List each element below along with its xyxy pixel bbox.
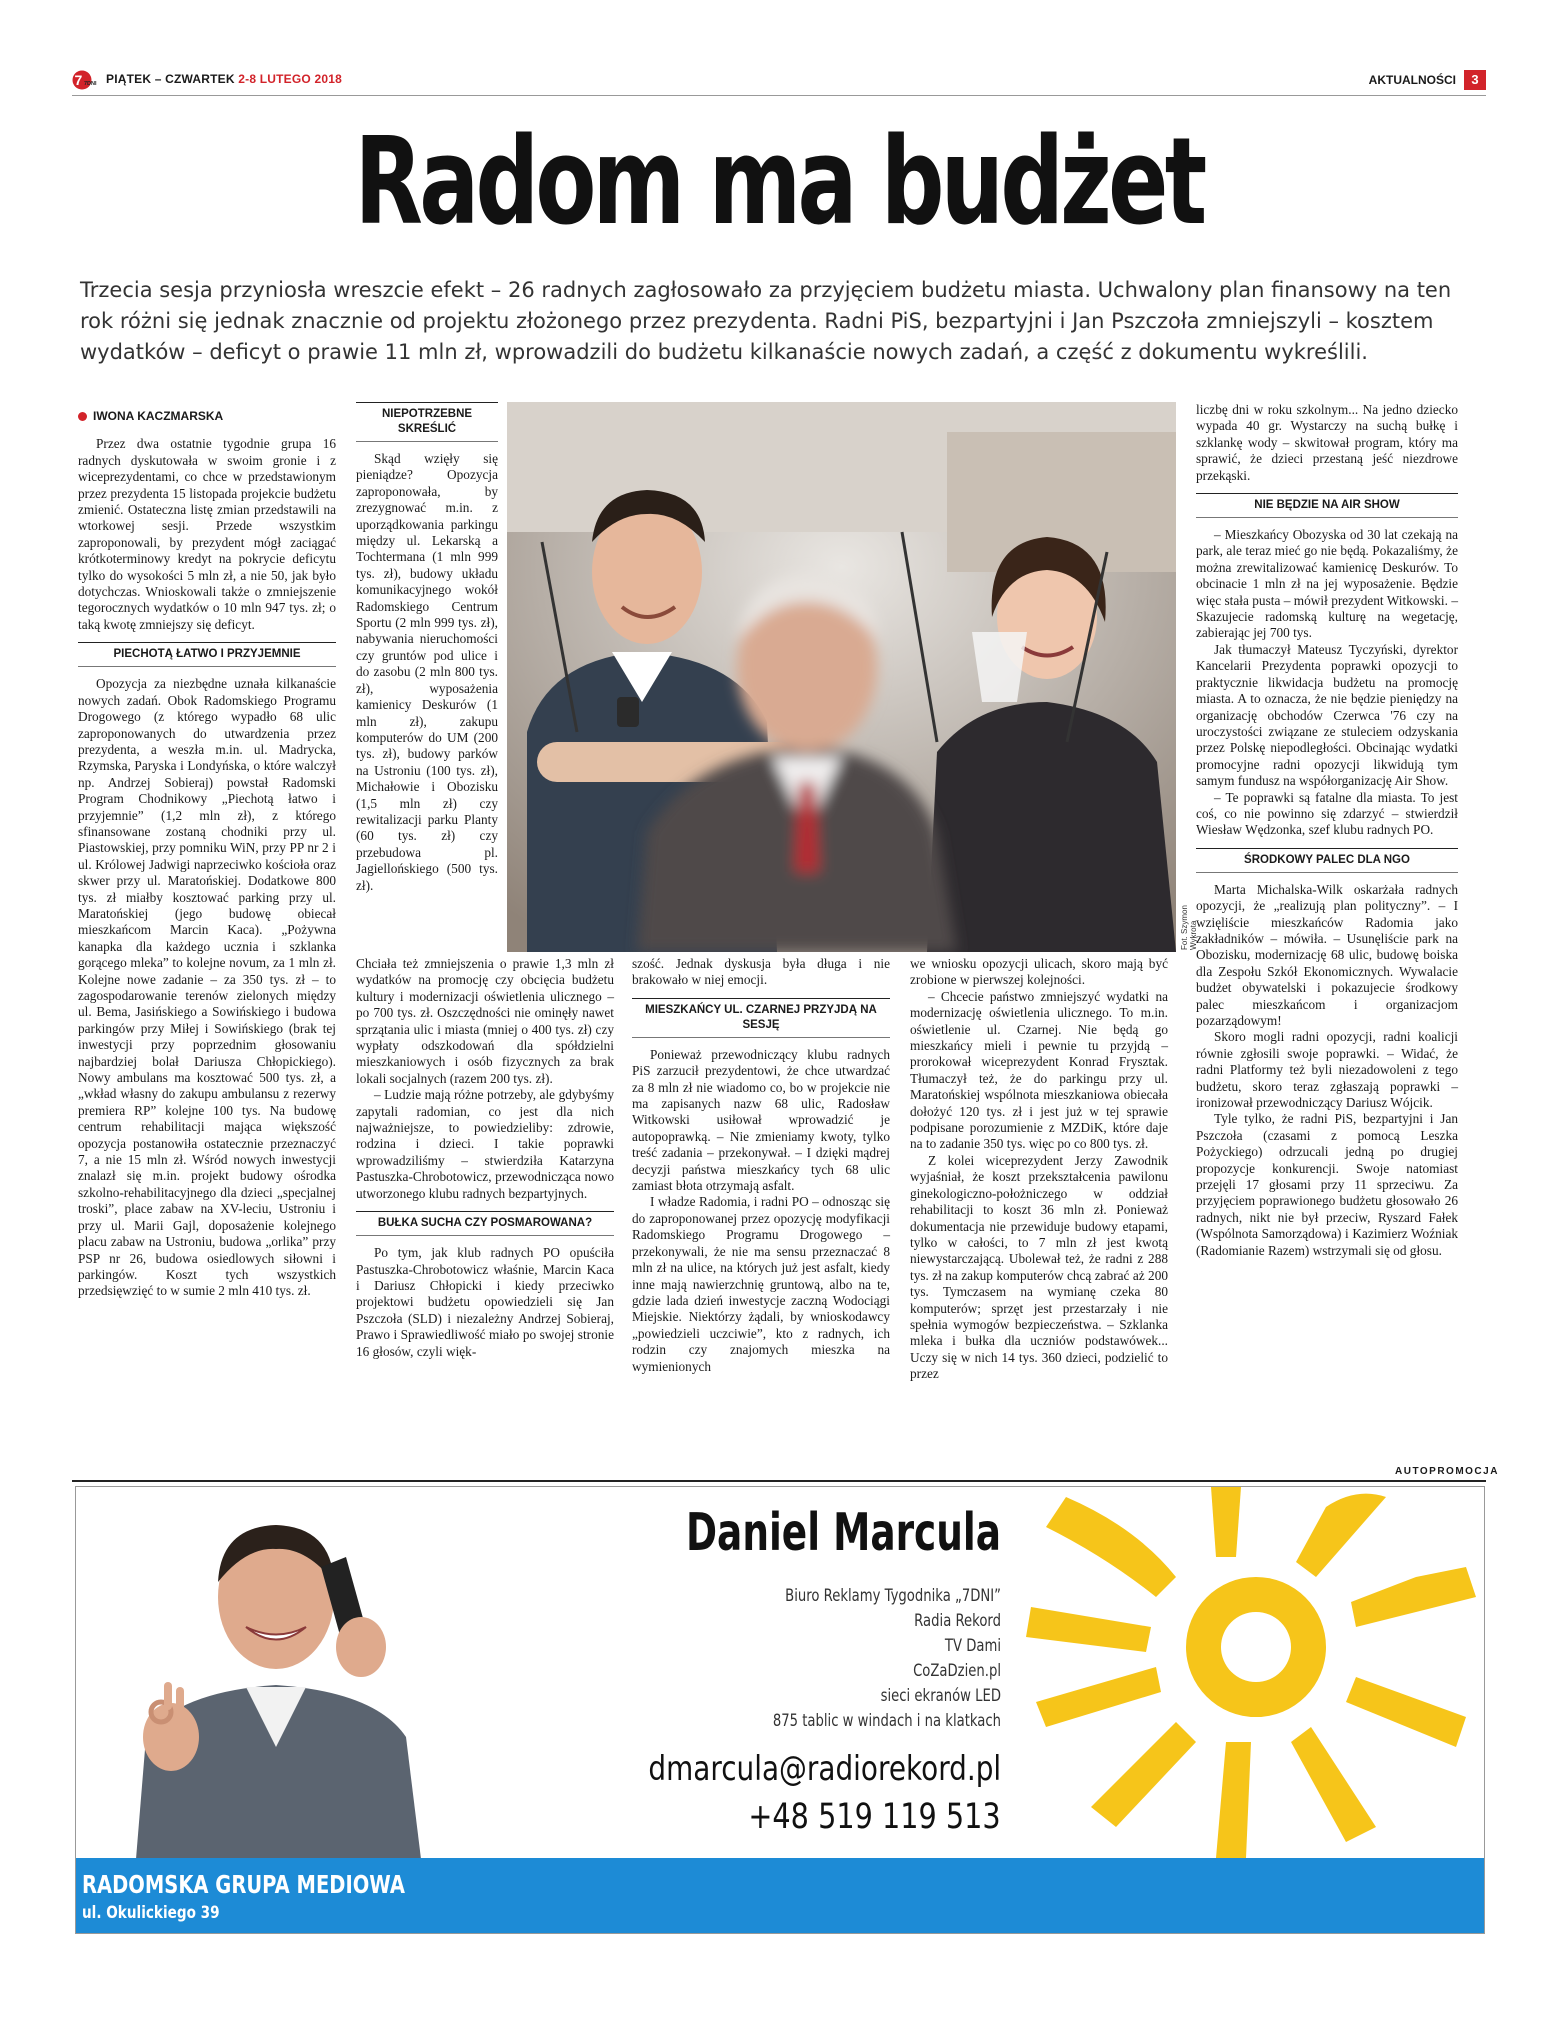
author-byline [78, 408, 336, 424]
subheading: ŚRODKOWY PALEC DLA NGO [1196, 848, 1458, 873]
ad-footer-bar [76, 1858, 1484, 1933]
paragraph: Chciała też zmniejszenia o prawie 1,3 mln zł wydatków na promocję czy obcięcia budżetu kultury i modernizacji oświetlenia ulicznego – po 700 tys. zł. Oszczędności nie ominęły nawet sprzątania ulic i miasta (mniej o 400 tys. zł) czy wypłaty odszkodowań dla spółdzielni mieszkaniowych i osób fizycznych za brak lokali socjalnych (razem 200 tys. zł). [356, 956, 614, 1086]
paragraph: liczbę dni w roku szkolnym... Na jedno dziecko wypada 40 gr. Wystarczy na suchą bułkę i szklankę wody – skwitował program, który ma sprawić, że dzieci przestaną jeść niezdrowe przekąski. [1196, 402, 1458, 483]
subheading: PIECHOTĄ ŁATWO I PRZYJEMNIE [78, 642, 336, 667]
paragraph: Skoro mogli radni opozycji, radni koalicji równie zgłosili swoje poprawki. – Widać, że radni Platformy też byli niezadowoleni z tego budżetu, skoro teraz zgłaszają poprawki – ironizował przewodniczący Dariusz Wójcik. [1196, 1029, 1458, 1111]
paragraph: szość. Jednak dyskusja była długa i nie brakowało w niej emocji. [632, 956, 890, 988]
issue-days: PIĄTEK – CZWARTEK [106, 72, 239, 86]
paragraph: – Ludzie mają różne potrzeby, ale gdybyśmy zapytali radomian, co jest dla nich najważniejsze, to powiedzieliby: zdrowie, rodzina i dzieci. I takie poprawki wprowadziliśmy – stwierdziła Katarzyna Pastuszka-Chrobotowicz, przewodnicząca nowo utworzonego klubu radnych bezpartyjnych. [356, 1087, 614, 1201]
ad-line: Radia Rekord [914, 1611, 1001, 1630]
subheading: MIESZKAŃCY UL. CZARNEJ PRZYJDĄ NA SESJĘ [632, 998, 890, 1038]
subheading: NIEPOTRZEBNE SKREŚLIĆ [356, 402, 498, 442]
bullet-icon [78, 412, 87, 421]
ad-company-name: RADOMSKA GRUPA MEDIOWA [82, 1870, 406, 1899]
subheading: NIE BĘDZIE NA AIR SHOW [1196, 493, 1458, 518]
author-name: IWONA KACZMARSKA [93, 409, 224, 423]
section-name: AKTUALNOŚCI [1368, 73, 1456, 87]
article-lead: Trzecia sesja przyniosła wreszcie efekt – 26 radnych zagłosowało za przyjęciem budżetu miasta. Uchwalony plan finansowy na ten rok różni się jednak znacznie od projektu złożonego przez prezydenta. Radni PiS, bezpartyjni i Jan Pszczoła zmniejszyli – kosztem wydatków – deficyt o prawie 11 mln zł, wprowadzili do budżetu kilkanaście nowych zadań, a część z dokumentu wykreślili. [80, 278, 1452, 364]
council-session-photo-icon [507, 402, 1176, 952]
paragraph: – Te poprawki są fatalne dla miasta. To jest coś, co nie powinno się zdarzyć – stwierdził Wiesław Wędzonka, szef klubu radnych PO. [1196, 789, 1458, 838]
advertisement [75, 1486, 1485, 1934]
column-2-top [356, 402, 498, 894]
header-rule [72, 95, 1486, 96]
page-number: 3 [1464, 70, 1486, 90]
paragraph: Tyle tylko, że radni PiS, bezpartyjni i Jan Pszczoła (czasami z pomocą Leszka Pożyckiego) odrzucali jedną po drugiej propozycje konkurencji. Swoje natomiast przejęli 17 głosami przy 11 sprzeciwu. Za przyjęciem poprawionego budżetu głosowało 26 radnych, nikt nie był przeciw, Ryszard Fałek (Wspólnota Samorządowa) i Kazimierz Woźniak (Radomianie Razem) wstrzymali się od głosu. [1196, 1111, 1458, 1258]
ad-phone[interactable] [456, 1797, 1001, 1837]
paragraph: Z kolei wiceprezydent Jerzy Zawodnik wyjaśniał, że koszt przekształcenia pawilonu ginekologiczno-położniczego w oddział rehabilitacji to koszt 36 mln zł. Ponieważ dokumentacja nie przewiduje budowy etapami, tylko w całości, to 7 mln zł jest kwotą niewystarczającą. Ubolewał też, że radni z 288 tys. zł na zakup komputerów chcą zabrać aż 200 tys. Tymczasem na wymianę czeka 80 komputerów; sprzęt jest przestarzały i nie spełnia wymogów bezpieczeństwa. – Szklanka mleka i bułka dla uczniów podstawówek... Uczy się w nich 14 tys. 360 dzieci, podzielić to przez [910, 1152, 1168, 1382]
ad-line: Biuro Reklamy Tygodnika „7DNI” [785, 1586, 1001, 1605]
paragraph: Marta Michalska-Wilk oskarżała radnych opozycji, że „realizują plan polityczny”. – I wzięliście mieszkańców Radomia jako zakładników – mówiła. – Usunęliście park na Obozisku, modernizację 68 ulic, budowę boiska dla Zespołu Szkół Ekonomicznych. Wywalacie budżet obywatelski i pokazujecie środkowy palec mieszkańcom i organizacjom pozarządowym! [1196, 881, 1458, 1028]
svg-text:7DNI: 7DNI [84, 81, 97, 87]
ad-line: TV Dami [944, 1636, 1001, 1655]
svg-text:7: 7 [74, 72, 83, 88]
ad-phone-text[interactable]: +48 519 119 513 [748, 1797, 1001, 1837]
autopromo-label: AUTOPROMOCJA [1395, 1466, 1499, 1477]
column-3 [632, 956, 890, 1375]
paragraph: we wniosku opozycji ulicach, skoro mają być zrobione w pierwszej kolejności. [910, 956, 1168, 988]
article-photo [507, 402, 1176, 952]
ad-rule [72, 1480, 1486, 1482]
ad-services [576, 1583, 1001, 1733]
paragraph: Po tym, jak klub radnych PO opuściła Pastuszka-Chrobotowicz właśnie, Marcin Kaca i Dariusz Chłopicki i kiedy przeciwko projektowi budżetu opowiedzieli się Jan Pszczoła (SLD) i niezależny Andrzej Sobieraj, Prawo i Sprawiedliwość miało po swojej stronie 16 głosów, czyli więk- [356, 1245, 614, 1359]
article-headline: Radom ma budżet [354, 113, 1204, 252]
column-4 [910, 956, 1168, 1383]
photo-credit: Fot. Szymon Wykrota [1180, 905, 1198, 950]
ad-line: 875 tablic w windach i na klatkach [772, 1711, 1001, 1730]
subheading: BUŁKA SUCHA CZY POSMAROWANA? [356, 1211, 614, 1236]
column-2-bottom [356, 956, 614, 1360]
column-1 [78, 408, 336, 1300]
paragraph: I władze Radomia, i radni PO – odnosząc się do zaproponowanej przez opozycję modyfikacji Radomskiego Programu Drogowego – przekonywali, że nie ma sensu przeznaczać 8 mln zł na ulice, na których już jest asfalt, kiedy inne mają nawierzchnię gruntową, albo na te, gdzie lada dzień inwestycje zaczną Wodociągi Miejskie. Niektórzy żądali, by wnioskodawcy „powiedzieli uczciwie”, kto z radnych, ich rodzin czy znajomych mieszka na wymienionych [632, 1194, 890, 1374]
paragraph: Ponieważ przewodniczący klubu radnych PiS zarzucił prezydentowi, że chce utwardzać za 8 mln zł nie wiadomo co, bo w projekcie nie ma zapisanych nazw 68 ulic, Radosław Witkowski usiłował wprowadzić je autopoprawką. – Nie zmieniamy kwoty, tylko treść zadania – przekonywał. – I dzięki mądrej decyzji państwa mieszkańcy tych 68 ulic zamiast błota otrzymają asfalt. [632, 1046, 890, 1194]
paragraph: – Chcecie państwo zmniejszyć wydatki na modernizację oświetlenia ulicznego. To m.in. oświetlenie ul. Czarnej. Nie będą go mieszkańcy mieli i pewnie tu przyjdą – prorokował wiceprezydent Konrad Frysztak. Tłumaczył też, że do parkingu przy ul. Maratońskiej wspólnota mieszkaniowa obiecała dołożyć 120 tys. zł i jest już w tej sprawie podpisane porozumienie z MZDiK, które daje na to zadanie 350 tys. więc po co 800 tys. zł. [910, 988, 1168, 1152]
ad-address: ul. Okulickiego 39 [82, 1903, 220, 1923]
issue-date [106, 72, 342, 86]
ad-person-name: Daniel Marcula [685, 1503, 1001, 1563]
column-5 [1196, 402, 1458, 1259]
page-header [72, 70, 1486, 92]
paragraph: Jak tłumaczył Mateusz Tyczyński, dyrektor Kancelarii Prezydenta poprawki opozycji to praktycznie likwidacja budżetu na promocję miasta. A to oznacza, że nie będzie pieniędzy na organizację obchodów Czerwca '76 czy na uroczystości związane ze stuleciem odzyskania przez Polskę niepodległości. Obcinając wydatki promocyjne radni opozycji likwidują tym samym fundusz na współorganizację Air Show. [1196, 641, 1458, 789]
paragraph: Przez dwa ostatnie tygodnie grupa 16 radnych dyskutowała w swoim gronie i z wiceprezydentami, co chce w przedstawionym przez prezydenta 15 listopada projekcie budżetu zmienić. Ostateczna listę zmian przedstawili na wtorkowej sesji. Przede wszystkim zaproponowali, by prezydent mógł zaciągać krótkoterminowy kredyt na pokrycie deficytu tylko do wysokości 5 mln zł, a nie 50, jak było dotychczas. Wnioskowali także o zmniejszenie tegorocznych wydatków o 10 mln 947 tys. zł; o taką kwotę zmniejszy się deficyt. [78, 436, 336, 632]
sun-logo-icon [1026, 1487, 1484, 1858]
paragraph: Skąd wzięły się pieniądze? Opozycja zaproponowała, by zrezygnować m.in. z uporządkowania parkingu między ul. Lekarską a Tochtermana (1 mln 999 tys. zł), budowy układu komunikacyjnego wokół Radomskiego Centrum Sportu (2 mln 999 tys. zł), nabywania nieruchomości czy gruntów pod ulice i do zasobu (2 mln 800 tys. zł), wyposażenia kamienicy Deskurów (1 mln zł), zakupu komputerów do UM (200 tys. zł), budowy parków na Ustroniu (100 tys. zł), Michałowie i Obozisku (1,5 mln zł) czy rewitalizacji parku Planty (60 tys. zł) czy przebudowa pl. Jagiellońskiego (500 tys. zł). [356, 451, 498, 893]
ad-email[interactable] [456, 1749, 1001, 1789]
paragraph: – Mieszkańcy Obozyska od 30 lat czekają na park, ale teraz mieć go nie będą. Pokazaliśmy, że można zrewitalizować kamienicę Deskurów. To obcinacie 1 mln zł na jej wyposażenie. Będzie więc stała pusta – mówił prezydent Witkowski. – Skazujecie radomską kulturę na wegetację, zabierając jej 700 tys. [1196, 527, 1458, 641]
issue-dates: 2-8 LUTEGO 2018 [238, 72, 342, 86]
ad-email-text[interactable]: dmarcula@radiorekord.pl [648, 1749, 1001, 1789]
paragraph: Opozycja za niezbędne uznała kilkanaście nowych zadań. Obok Radomskiego Programu Drogowego (z którego wypadło 68 ulic zaproponowanych do utwardzenia przez prezydenta, a weszła m.in. ul. Madrycka, Rzymska, Paryska i Londyńska, o które walczył np. Andrzej Sobieraj) powstał Radomski Program Chodnikowy „Piechotą łatwo i przyjemnie” (1,2 mln zł), z którego sfinansowane zostaną chodniki przy ul. Piastowskiej, przy pomniku WiN, przy PP nr 2 i ul. Królowej Jadwigi naprzeciwko kościoła oraz skwer przy ul. Maratońskiej. Dodatkowe 800 tys. zł miałby kosztować parking przy ul. Maratońskiej (jego budowę obiecał mieszkańcom Marcin Kaca). „Pożywna kanapka dla każdego ucznia i szklanka gorącego mleka” to kolejne novum, za 1 mln zł. Kolejne nowe zadanie – za 350 tys. zł – to zagospodarowanie terenów zielonych między ul. Bema, Jasińskiego a Sowińskiego i budowa parkingów przy Miłej i Sowińskiego (brak tej inwestycji przy poprzednim głosowaniu najbardziej bolał Dariusza Chłopickiego). Nowy ambulans ma kosztować 500 tys. zł, a „wkład własny do zakupu ambulansu z rezerwy premiera RP” kolejne 100 tys. Na budowę centrum rehabilitacji mająca większość opozycja postanowiła ostatecznie przeznaczyć 7, a nie 15 mln zł. Wśród nowych inwestycji znalazł się m.in. projekt budowy ośrodka szkolno-rehabilitacyjnego dla dzieci „specjalnej troski”, place zabaw na XV-leciu, Ustroniu i przy ul. Marii Gajl, doposażenie kolejnego placu zabaw na Ustroniu, budowa „orlika” przy PSP nr 26, budowa osiedlowych siłowni i parkingów. Koszt tych wszystkich przedsięwzięć to w sumie 2 mln 410 tys. zł. [78, 676, 336, 1299]
salesman-photo-icon [76, 1487, 476, 1859]
ad-line: sieci ekranów LED [880, 1686, 1001, 1705]
newspaper-logo-icon [72, 70, 100, 90]
ad-line: CoZaDzien.pl [913, 1661, 1001, 1680]
